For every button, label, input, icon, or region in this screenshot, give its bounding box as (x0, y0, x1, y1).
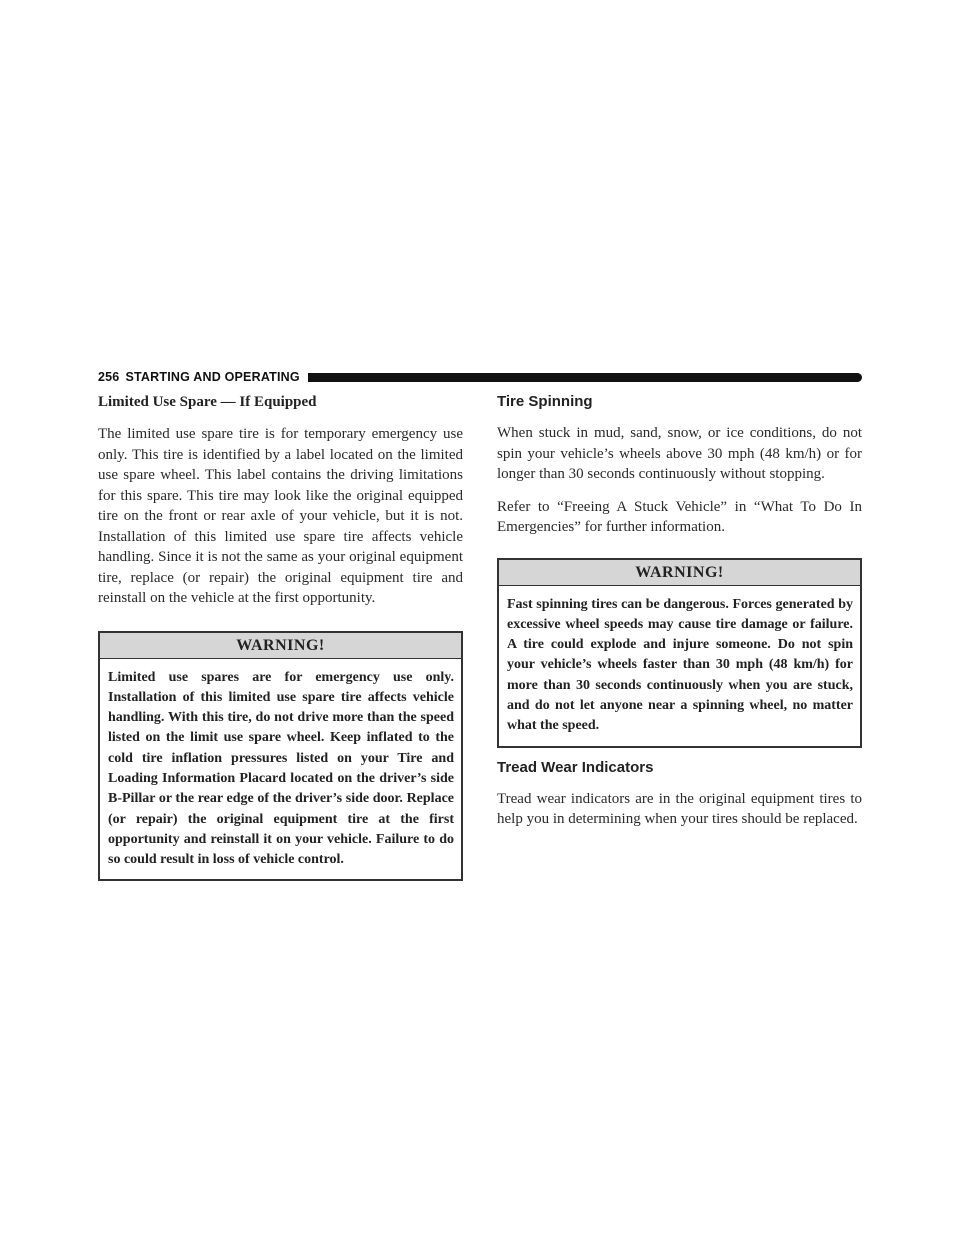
tread-wear-paragraph: Tread wear indicators are in the original equipment tires to help you in determining when your tires should be replaced. (497, 790, 862, 828)
tread-wear-heading: Tread Wear Indicators (497, 758, 654, 776)
section-title: STARTING AND OPERATING (125, 370, 300, 384)
freeing-stuck-vehicle-reference: Refer to “Freeing A Stuck Vehicle” in “What To Do In Emergencies” for further information. (497, 498, 862, 535)
tire-spinning-heading: Tire Spinning (497, 393, 593, 410)
right-column (497, 392, 862, 842)
limited-use-spare-heading: Limited Use Spare — If Equipped (98, 394, 317, 410)
tire-spinning-warning-box (497, 558, 862, 748)
tire-spinning-paragraph: When stuck in mud, sand, snow, or ice conditions, do not spin your vehicle’s wheels above 30 mph (48 km/h) or for longer than 30 seconds continuously without stopping. (497, 425, 862, 482)
header-rule (308, 373, 862, 382)
warning-title: WARNING! (100, 633, 461, 659)
warning-text: Limited use spares are for emergency use only. Installation of this limited use spare tire affects vehicle handling. With this tire, do not drive more than the speed listed on the limit use spare wheel. Keep inflated to the cold tire inflation pressures listed on your Tire and Loading Information Placard located on the driver’s side B-Pillar or the rear edge of the driver’s side door. Replace (or repair) the original equipment tire at the first opportunity and reinstall it on your vehicle. Failure to do so could result in loss of vehicle control. (108, 669, 454, 868)
page-number: 256 (98, 370, 120, 384)
page-header (98, 369, 862, 385)
warning-text: Fast spinning tires can be dangerous. Forces generated by excessive wheel speeds may cause tire damage or failure. A tire could explode and injure someone. Do not spin your vehicle’s wheels faster than 30 mph (48 km/h) for more than 30 seconds continuously when you are stuck, and do not let anyone near a spinning wheel, no matter what the speed. (507, 596, 853, 734)
spare-warning-box (98, 631, 463, 882)
left-column (98, 392, 463, 881)
warning-title: WARNING! (499, 560, 860, 586)
limited-use-spare-paragraph: The limited use spare tire is for temporary emergency use only. This tire is identified by a label located on the limited use spare wheel. This label contains the driving limitations for this spare. This tire may look like the original equipped tire on the front or rear axle of your vehicle, but it is not. Installation of this limited use spare tire affects vehicle handling. Since it is not the same as your original equipment tire, replace (or repair) the original equipment tire and reinstall on the vehicle at the first opportunity. (98, 426, 463, 606)
